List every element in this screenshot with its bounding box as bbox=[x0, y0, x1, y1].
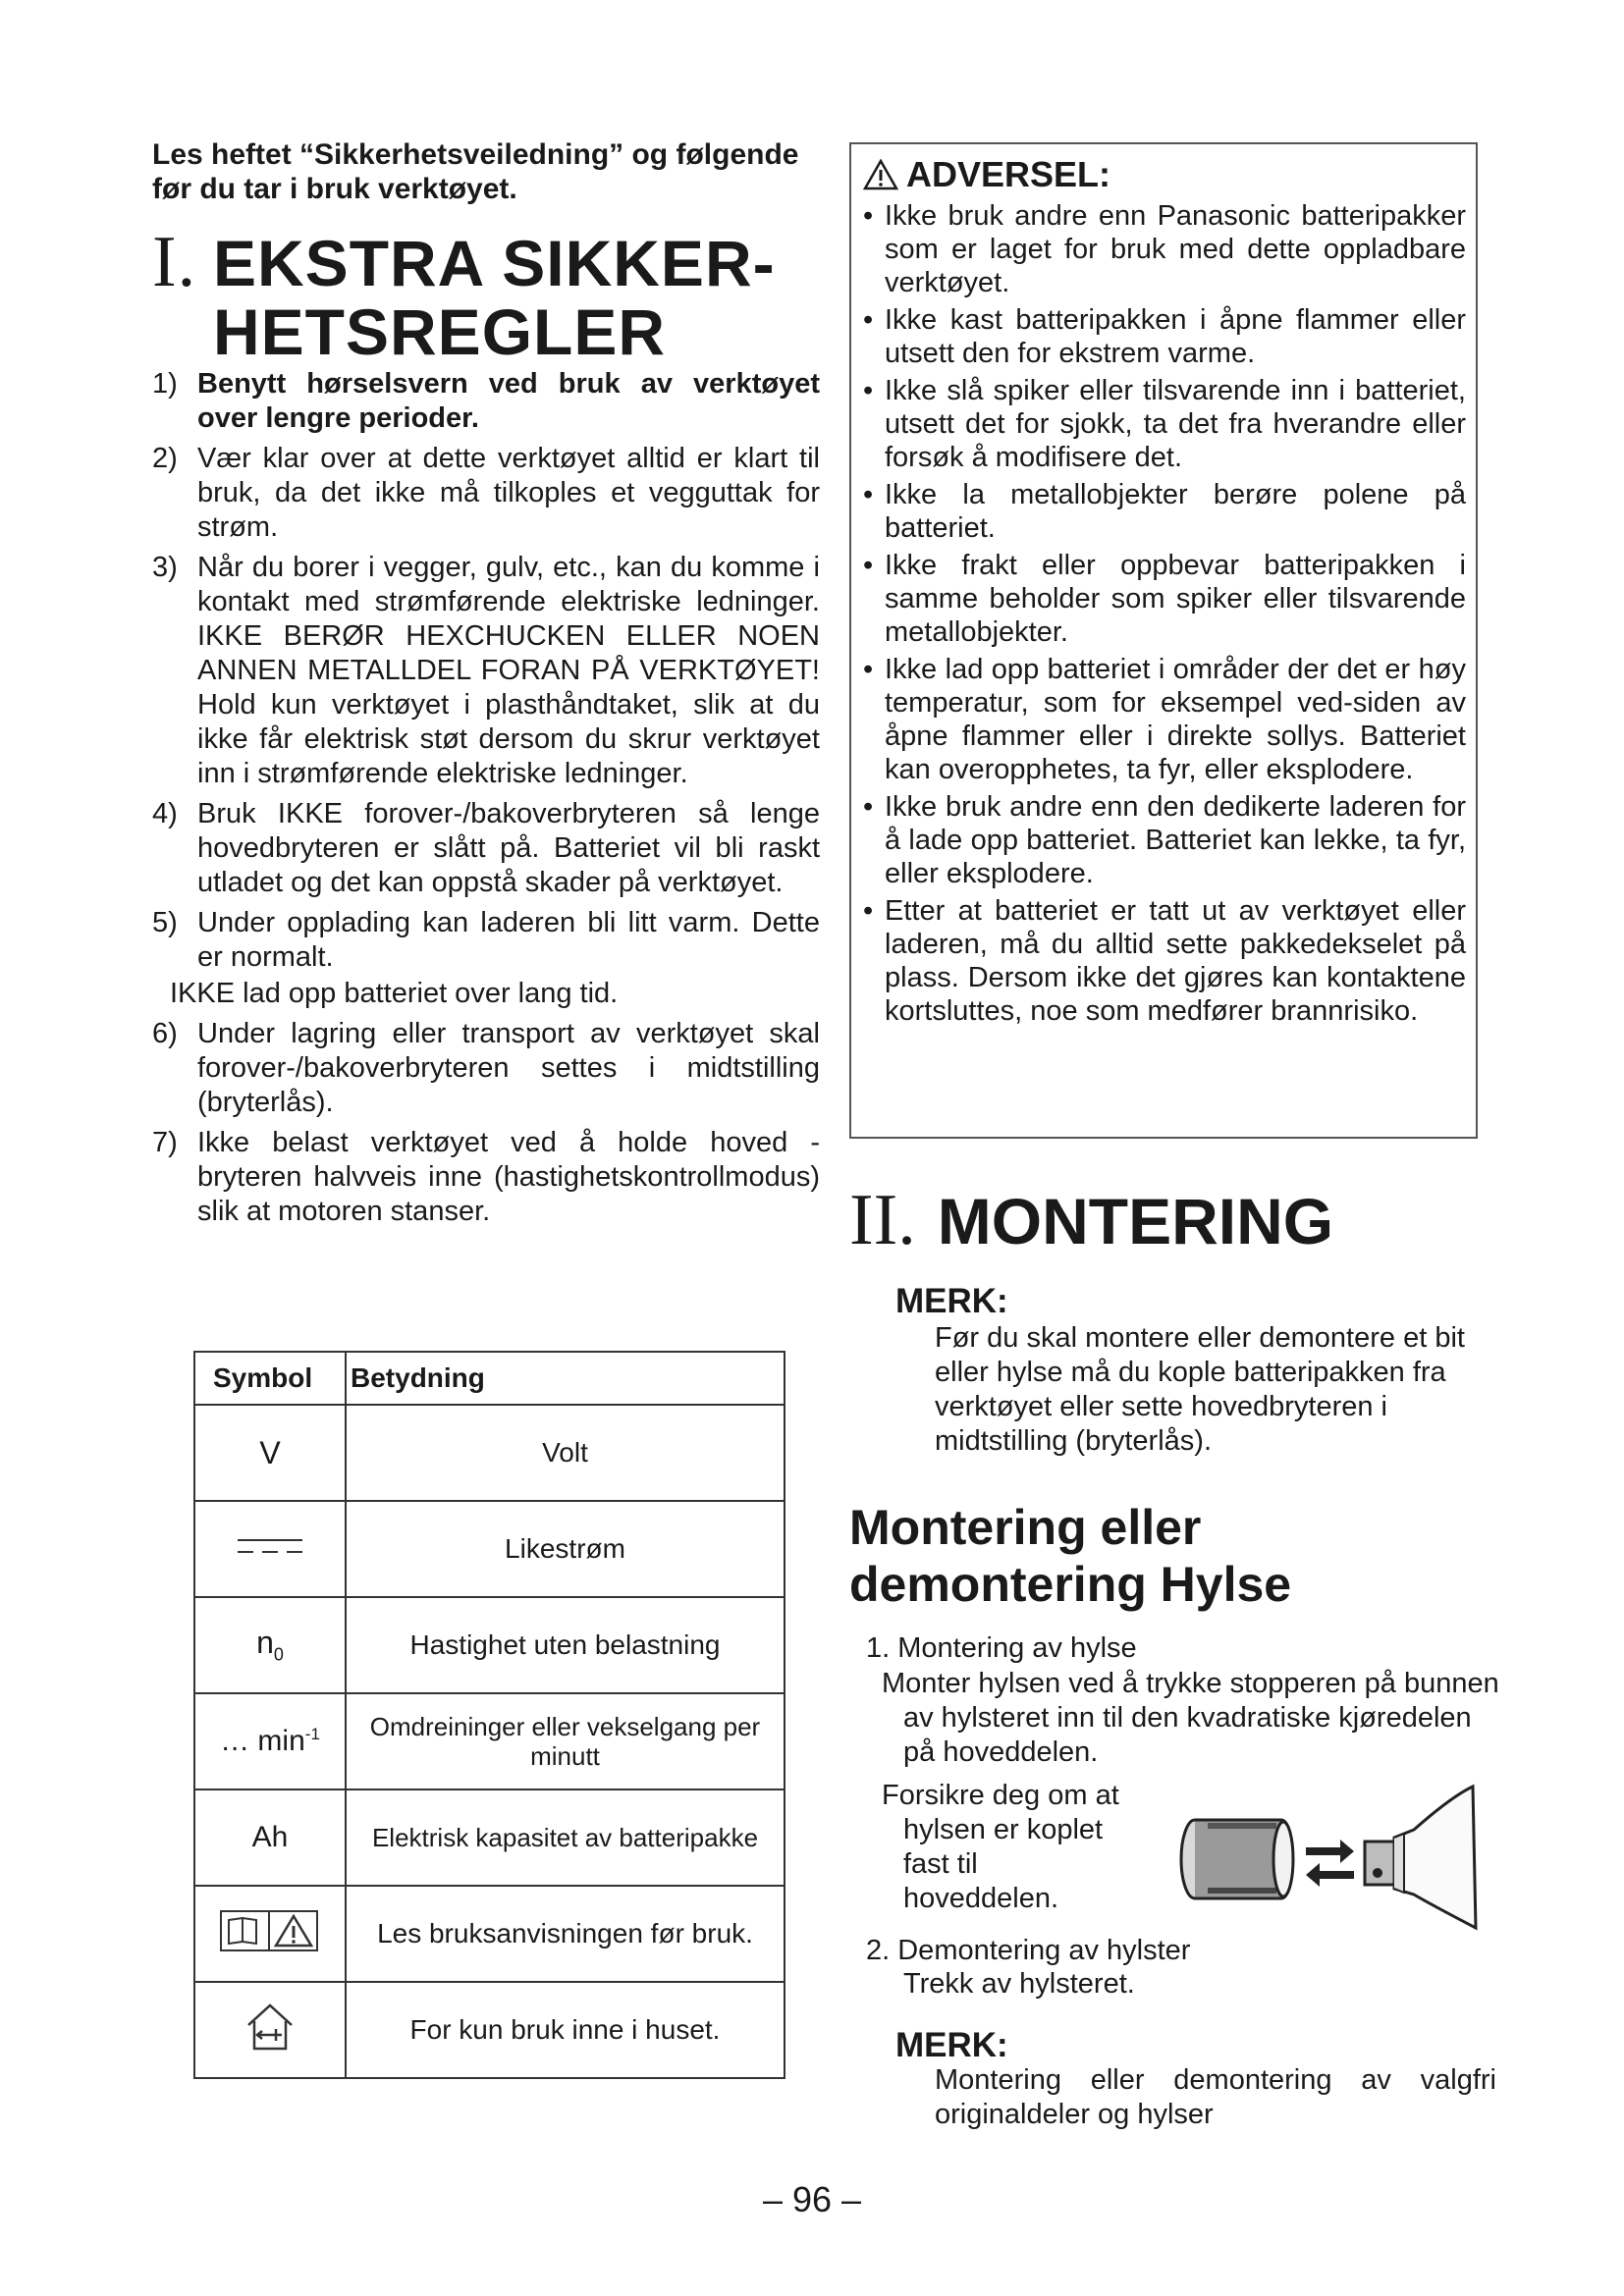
table-row bbox=[194, 1886, 785, 1982]
note-label: MERK: bbox=[895, 1282, 1008, 1320]
symbol-table bbox=[193, 1351, 785, 2079]
section-1-title-line1: EKSTRA SIKKER- bbox=[213, 227, 776, 299]
list-item-extra bbox=[152, 977, 820, 1011]
bullet: • bbox=[863, 479, 874, 510]
list-item bbox=[863, 790, 1466, 890]
list-item bbox=[863, 478, 1466, 545]
step-1-note: Forsikre deg om at hylsen er koplet fast til hoveddelen. bbox=[882, 1780, 1119, 1914]
section-2-title bbox=[849, 1180, 1537, 1260]
list-text: Bruk IKKE forover-/bakoverbryteren så lenge hovedbryteren er slått på. Batteriet vil bli raskt utladet og det kan oppstå skader på verktøyet. bbox=[197, 798, 820, 898]
list-text: Ikke slå spiker eller tilsvarende inn i batteriet, utsett det for sjokk, ta det fra hverandre eller forsøk å modifisere det. bbox=[885, 375, 1466, 473]
list-number: 2) bbox=[152, 443, 178, 474]
meaning-cell: Les bruksanvisningen før bruk. bbox=[346, 1886, 785, 1982]
section-1-title-line2: HETSREGLER bbox=[213, 295, 667, 368]
bullet: • bbox=[863, 375, 874, 406]
list-number: 3) bbox=[152, 552, 178, 583]
list-text: Ikke belast verktøyet ved å holde hoved - bryteren halvveis inne (hastighetskontrollmodus) slik at motoren stanser. bbox=[197, 1127, 820, 1227]
note-text: Før du skal montere eller demontere et bit eller hylse må du kople batteripakken fra verktøyet eller sette hovedbryteren i midtstilling (bryterlås). bbox=[935, 1322, 1465, 1457]
list-item bbox=[863, 303, 1466, 370]
list-text: IKKE lad opp batteriet over lang tid. bbox=[170, 978, 619, 1009]
note-label: MERK: bbox=[895, 2026, 1008, 2064]
symbol-cell bbox=[194, 1886, 346, 1982]
list-item bbox=[152, 551, 820, 791]
symbol-cell: V bbox=[194, 1405, 346, 1501]
meaning-cell: Omdreininger eller vekselgang per minutt bbox=[346, 1693, 785, 1789]
symbol-min-sup: -1 bbox=[304, 1725, 320, 1743]
list-text: Når du borer i vegger, gulv, etc., kan du komme i kontakt med strømførende elektriske ledninger. IKKE BERØR HEXCHUCKEN ELLER NOEN ANNEN METALLDEL FORAN PÅ VERKTØYET! Hold kun verktøyet i plasthåndtaket, slik at du ikke får elektrisk støt dersom du skrur verktøyet inn i strømførende elektriske ledninger. bbox=[197, 552, 820, 789]
step-1-title: 1. Montering av hylse bbox=[866, 1632, 1137, 1664]
list-text: Ikke lad opp batteriet i områder der det er høy temperatur, som for eksempel ved-siden av åpne flammer eller i direkte sollys. Batteriet kan overopphetes, ta fyr, eller eksplodere. bbox=[885, 654, 1466, 785]
bullet: • bbox=[863, 200, 874, 232]
symbol-cell bbox=[194, 1597, 346, 1693]
list-text: Ikke bruk andre enn Panasonic batteripakker som er laget for bruk med dette oppladbare verktøyet. bbox=[885, 200, 1466, 298]
list-number: 7) bbox=[152, 1127, 178, 1158]
list-number: 1) bbox=[152, 368, 178, 400]
note-text: Montering eller demontering av valgfri originaldeler og hylser bbox=[935, 2064, 1496, 2130]
symbol-cell bbox=[194, 1693, 346, 1789]
safety-rules-list bbox=[152, 367, 820, 1235]
list-item bbox=[863, 549, 1466, 649]
section-2-roman: II. bbox=[849, 1180, 916, 1260]
list-text: Benytt hørselsvern ved bruk av verktøyet over lengre perioder. bbox=[197, 368, 820, 434]
meaning-cell: For kun bruk inne i huset. bbox=[346, 1982, 785, 2078]
list-text: Ikke bruk andre enn den dedikerte laderen for å lade opp batteriet. Batteriet kan lekke, ta fyr, eller eksplodere. bbox=[885, 791, 1466, 889]
meaning-cell: Elektrisk kapasitet av batteripakke bbox=[346, 1789, 785, 1886]
column-header-symbol: Symbol bbox=[194, 1352, 346, 1405]
bullet: • bbox=[863, 654, 874, 685]
bullet: • bbox=[863, 304, 874, 336]
meaning-cell: Volt bbox=[346, 1405, 785, 1501]
list-item bbox=[863, 374, 1466, 474]
list-item bbox=[863, 894, 1466, 1028]
table-row bbox=[194, 1693, 785, 1789]
list-item bbox=[863, 653, 1466, 786]
list-item bbox=[863, 199, 1466, 299]
warning-title bbox=[863, 154, 1466, 195]
list-number: 5) bbox=[152, 907, 178, 938]
symbol-n: n bbox=[256, 1625, 274, 1661]
table-row bbox=[194, 1789, 785, 1886]
manual-warning-icon bbox=[219, 1908, 321, 1953]
page-number: – 96 – bbox=[762, 2179, 862, 2219]
table-row bbox=[194, 1501, 785, 1597]
symbol-cell bbox=[194, 1501, 346, 1597]
symbol-cell bbox=[194, 1982, 346, 2078]
meaning-cell: Likestrøm bbox=[346, 1501, 785, 1597]
warning-box bbox=[849, 142, 1478, 1139]
intro-text: Les heftet “Sikkerhetsveiledning” og følgende før du tar i bruk verktøyet. bbox=[152, 138, 799, 205]
list-text: Under lagring eller transport av verktøyet skal forover-/bakoverbryteren settes i midtstilling (bryterlås). bbox=[197, 1018, 820, 1118]
warning-triangle-icon bbox=[863, 159, 898, 190]
bullet: • bbox=[863, 550, 874, 581]
list-text: Ikke frakt eller oppbevar batteripakken i samme beholder som spiker eller tilsvarende metallobjekter. bbox=[885, 550, 1466, 648]
direction-arrows bbox=[1306, 1840, 1354, 1887]
symbol-min: … min bbox=[220, 1725, 305, 1757]
list-text: Etter at batteriet er tatt ut av verktøyet eller laderen, må du alltid sette pakkedekselet på plass. Dersom ikke det gjøres kan kontaktene kortsluttes, noe som medfører brannrisiko. bbox=[885, 895, 1466, 1027]
table-header-row bbox=[194, 1352, 785, 1405]
list-text: Ikke la metallobjekter berøre polene på batteriet. bbox=[885, 479, 1466, 544]
warning-title-text: ADVERSEL: bbox=[906, 154, 1111, 194]
list-item bbox=[152, 367, 820, 436]
step-2-title: 2. Demontering av hylster bbox=[866, 1935, 1191, 1966]
list-number: 6) bbox=[152, 1018, 178, 1049]
socket-mounting-illustration bbox=[1173, 1779, 1478, 1936]
list-item bbox=[152, 1017, 820, 1120]
symbol-n-sub: 0 bbox=[273, 1644, 284, 1665]
list-item bbox=[152, 442, 820, 545]
section-1-roman: I. bbox=[152, 222, 197, 302]
list-number: 4) bbox=[152, 798, 178, 829]
list-item bbox=[152, 1126, 820, 1229]
step-1-text: Monter hylsen ved å trykke stopperen på bunnen av hylsteret inn til den kvadratiske kjøredelen på hoveddelen. bbox=[882, 1668, 1499, 1768]
step-2-text: Trekk av hylsteret. bbox=[903, 1968, 1135, 2000]
list-text: Ikke kast batteripakken i åpne flammer eller utsett den for ekstrem varme. bbox=[885, 304, 1466, 369]
dc-symbol-icon bbox=[236, 1534, 304, 1558]
symbol-cell: Ah bbox=[194, 1789, 346, 1886]
column-header-meaning: Betydning bbox=[346, 1352, 785, 1405]
indoor-use-icon bbox=[241, 2002, 299, 2053]
list-text: Vær klar over at dette verktøyet alltid er klart til bruk, da det ikke må tilkoples et vegguttak for strøm. bbox=[197, 443, 820, 543]
tool-head-drawing bbox=[1365, 1787, 1476, 1928]
section-2-title-text: MONTERING bbox=[937, 1185, 1334, 1257]
list-item bbox=[152, 797, 820, 900]
list-item bbox=[152, 906, 820, 975]
socket-drawing bbox=[1181, 1820, 1293, 1898]
list-text: Under opplading kan laderen bli litt varm. Dette er normalt. bbox=[197, 907, 820, 973]
table-row bbox=[194, 1982, 785, 2078]
meaning-cell: Hastighet uten belastning bbox=[346, 1597, 785, 1693]
bullet: • bbox=[863, 791, 874, 823]
bullet: • bbox=[863, 895, 874, 927]
section-1-title bbox=[152, 222, 879, 368]
table-row bbox=[194, 1597, 785, 1693]
subsection-title: Montering eller demontering Hylse bbox=[849, 1500, 1292, 1612]
table-row bbox=[194, 1405, 785, 1501]
